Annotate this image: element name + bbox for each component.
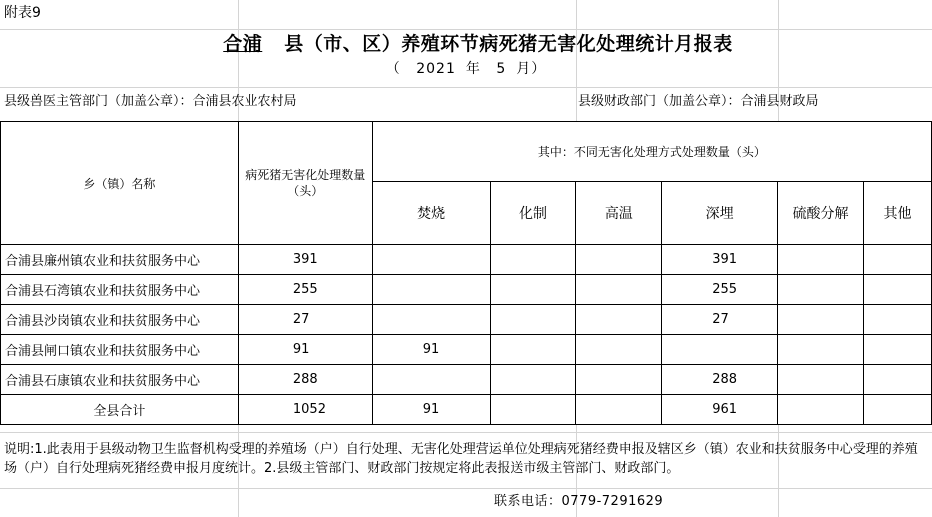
report-table: [0, 121, 932, 425]
cell-burn: [372, 245, 490, 275]
header-town: 乡（镇）名称: [1, 122, 239, 245]
total-label: 全县合计: [1, 395, 239, 425]
cell-heat: [576, 245, 662, 275]
period-month-unit: 月）: [516, 61, 547, 77]
header-method-group: 其中：不同无害化处理方式处理数量（头）: [372, 122, 931, 182]
total-heat: [576, 395, 662, 425]
cell-heat: [576, 275, 662, 305]
header-method-render: 化制: [490, 182, 576, 245]
cell-burn: [372, 365, 490, 395]
cell-heat: [576, 335, 662, 365]
table-row: [1, 245, 932, 275]
gridline: [0, 432, 932, 433]
cell-heat: [576, 365, 662, 395]
table-row: [1, 335, 932, 365]
cell-bury: 27: [662, 305, 778, 335]
cell-heat: [576, 305, 662, 335]
cell-acid: [778, 305, 864, 335]
header-method-other: 其他: [864, 182, 932, 245]
title-rest: 县（市、区）养殖环节病死猪无害化处理统计月报表: [284, 33, 733, 55]
annex-label: 附表9: [4, 5, 41, 21]
cell-count: 288: [238, 365, 372, 395]
cell-acid: [778, 245, 864, 275]
header-count: 病死猪无害化处理数量（头）: [238, 122, 372, 245]
table-total-row: [1, 395, 932, 425]
cell-other: [864, 365, 932, 395]
cell-count: 391: [238, 245, 372, 275]
total-other: [864, 395, 932, 425]
cell-other: [864, 245, 932, 275]
cell-other: [864, 275, 932, 305]
total-render: [490, 395, 576, 425]
period-open: （: [385, 61, 401, 77]
table-row: [1, 305, 932, 335]
cell-render: [490, 275, 576, 305]
finance-department: 县级财政部门（加盖公章）：合浦县财政局: [578, 94, 819, 109]
cell-render: [490, 305, 576, 335]
period-year: 2021: [416, 61, 456, 77]
cell-acid: [778, 365, 864, 395]
cell-burn: 91: [372, 335, 490, 365]
cell-town: 合浦县闸口镇农业和扶贫服务中心: [1, 335, 239, 365]
table-row: [1, 275, 932, 305]
cell-count: 27: [238, 305, 372, 335]
report-title: [0, 35, 932, 54]
gridline: [0, 29, 932, 30]
county-name: 合浦: [223, 33, 263, 55]
cell-bury: 391: [662, 245, 778, 275]
cell-render: [490, 245, 576, 275]
cell-other: [864, 305, 932, 335]
cell-acid: [778, 275, 864, 305]
cell-other: [864, 335, 932, 365]
cell-acid: [778, 335, 864, 365]
vet-department: 县级兽医主管部门（加盖公章）：合浦县农业农村局: [4, 94, 297, 109]
cell-town: 合浦县沙岗镇农业和扶贫服务中心: [1, 305, 239, 335]
total-bury: 961: [662, 395, 778, 425]
cell-count: 91: [238, 335, 372, 365]
table-row: [1, 365, 932, 395]
report-period: [0, 62, 932, 76]
cell-town: 合浦县廉州镇农业和扶贫服务中心: [1, 245, 239, 275]
cell-count: 255: [238, 275, 372, 305]
gridline: [0, 87, 932, 88]
table-body: [1, 245, 932, 395]
header-method-burn: 焚烧: [372, 182, 490, 245]
cell-bury: 255: [662, 275, 778, 305]
cell-burn: [372, 275, 490, 305]
period-month: 5: [496, 61, 507, 77]
cell-bury: [662, 335, 778, 365]
total-acid: [778, 395, 864, 425]
header-method-bury: 深埋: [662, 182, 778, 245]
total-count: 1052: [238, 395, 372, 425]
cell-town: 合浦县石康镇农业和扶贫服务中心: [1, 365, 239, 395]
cell-bury: 288: [662, 365, 778, 395]
period-year-unit: 年: [465, 61, 481, 77]
header-method-heat: 高温: [576, 182, 662, 245]
cell-town: 合浦县石湾镇农业和扶贫服务中心: [1, 275, 239, 305]
gridline: [0, 488, 932, 489]
header-method-acid: 硫酸分解: [778, 182, 864, 245]
cell-render: [490, 335, 576, 365]
cell-render: [490, 365, 576, 395]
contact-phone: 联系电话：0779-7291629: [494, 494, 664, 509]
cell-burn: [372, 305, 490, 335]
explanatory-note: 说明:1.此表用于县级动物卫生监督机构受理的养殖场（户）自行处理、无害化处理营运单位处理病死猪经费申报及辖区乡（镇）农业和扶贫服务中心受理的养殖场（户）自行处理病死猪经费申报月度统计。2.县级主管部门、财政部门按规定将此表报送市级主管部门、财政部门。: [4, 442, 918, 476]
total-burn: 91: [372, 395, 490, 425]
